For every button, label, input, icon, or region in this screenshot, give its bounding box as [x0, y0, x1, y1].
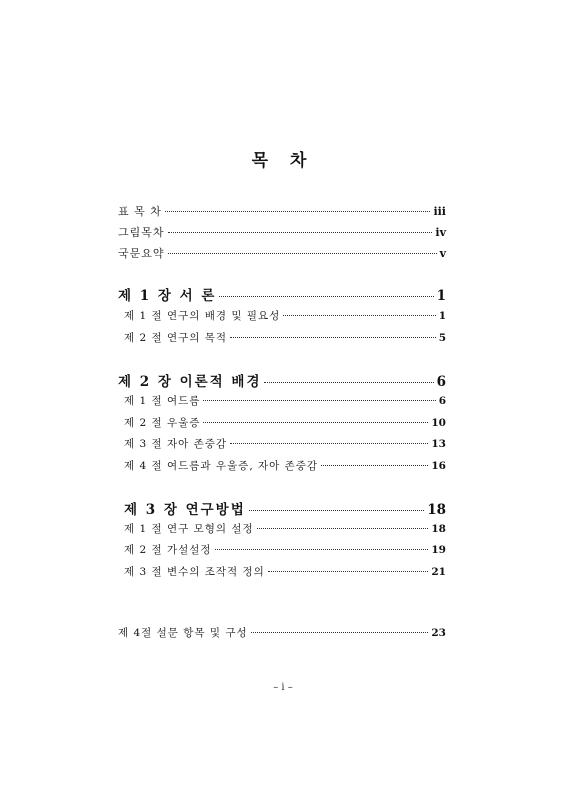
- toc-page-number: iii: [433, 205, 446, 218]
- toc-section-1-2[interactable]: [124, 330, 446, 345]
- dot-leader: [215, 548, 429, 550]
- toc-section-2-4[interactable]: [124, 458, 446, 473]
- dot-leader: [249, 509, 424, 511]
- dot-leader: [203, 399, 435, 401]
- toc-page-number: 21: [431, 566, 446, 578]
- page-footer-number: – i –: [273, 682, 293, 693]
- toc-section-4[interactable]: [118, 625, 446, 640]
- dot-leader: [283, 314, 435, 316]
- toc-chapter-label: 제 3 장 연구방법: [124, 502, 246, 518]
- toc-page-number: iv: [435, 226, 446, 239]
- toc-section-label: 제 2 절 연구의 목적: [124, 332, 228, 344]
- toc-entry-label: 표 목 차: [118, 205, 162, 218]
- toc-section-label: 제 2 절 가설설정: [124, 544, 212, 556]
- dot-leader: [268, 570, 429, 572]
- dot-leader: [168, 252, 437, 254]
- toc-page-number: 23: [431, 627, 446, 639]
- dot-leader: [168, 231, 433, 233]
- toc-page-number: 10: [431, 417, 446, 429]
- dot-leader: [165, 210, 431, 212]
- toc-section-3-1[interactable]: [124, 521, 446, 536]
- toc-section-2-1[interactable]: [124, 393, 446, 408]
- toc-chapter-2[interactable]: [118, 370, 446, 390]
- dot-leader: [321, 464, 428, 466]
- toc-entry-table-list[interactable]: [118, 203, 446, 219]
- dot-leader: [251, 631, 429, 633]
- toc-chapter-label: 제 1 장 서 론: [118, 288, 217, 304]
- toc-entry-label: 그림목차: [118, 226, 165, 239]
- dot-leader: [219, 295, 433, 297]
- toc-section-3-3[interactable]: [124, 564, 446, 579]
- toc-entry-label: 국문요약: [118, 247, 165, 260]
- toc-entry-figure-list[interactable]: [118, 224, 446, 240]
- toc-page-number: 13: [431, 438, 446, 450]
- toc-page-number: 19: [431, 544, 446, 556]
- toc-page-number: v: [439, 247, 446, 260]
- page-title: 목 차: [251, 151, 315, 171]
- toc-section-label: 제 2 절 우울증: [124, 417, 201, 429]
- toc-page-number: 6: [438, 395, 446, 407]
- toc-entry-korean-abstract[interactable]: [118, 245, 446, 261]
- toc-chapter-1[interactable]: [118, 284, 446, 304]
- toc-section-label: 제 4 절 여드름과 우울증, 자아 존중감: [124, 460, 319, 472]
- toc-section-2-2[interactable]: [124, 415, 446, 430]
- toc-page-number: 1: [436, 288, 446, 304]
- toc-page-number: 18: [431, 523, 446, 535]
- toc-section-label: 제 1 절 연구 모형의 설정: [124, 523, 254, 535]
- dot-leader: [257, 527, 429, 529]
- toc-section-1-1[interactable]: [124, 308, 446, 323]
- toc-section-label: 제 3 절 변수의 조작적 정의: [124, 566, 265, 578]
- dot-leader: [230, 442, 428, 444]
- toc-page-number: 18: [427, 502, 446, 518]
- toc-chapter-3[interactable]: [124, 498, 446, 518]
- toc-section-label: 제 3 절 자아 존중감: [124, 438, 228, 450]
- dot-leader: [203, 421, 428, 423]
- toc-section-3-2[interactable]: [124, 542, 446, 557]
- toc-section-label: 제 1 절 여드름: [124, 395, 201, 407]
- dot-leader: [230, 336, 436, 338]
- toc-page-number: 16: [431, 460, 446, 472]
- toc-chapter-label: 제 2 장 이론적 배경: [118, 374, 262, 390]
- toc-section-2-3[interactable]: [124, 436, 446, 451]
- toc-page-number: 5: [438, 332, 446, 344]
- dot-leader: [264, 381, 433, 383]
- toc-page-number: 6: [436, 374, 446, 390]
- toc-section-label: 제 4절 설문 항목 및 구성: [118, 627, 248, 639]
- toc-page-number: 1: [438, 310, 446, 322]
- toc-section-label: 제 1 절 연구의 배경 및 필요성: [124, 310, 281, 322]
